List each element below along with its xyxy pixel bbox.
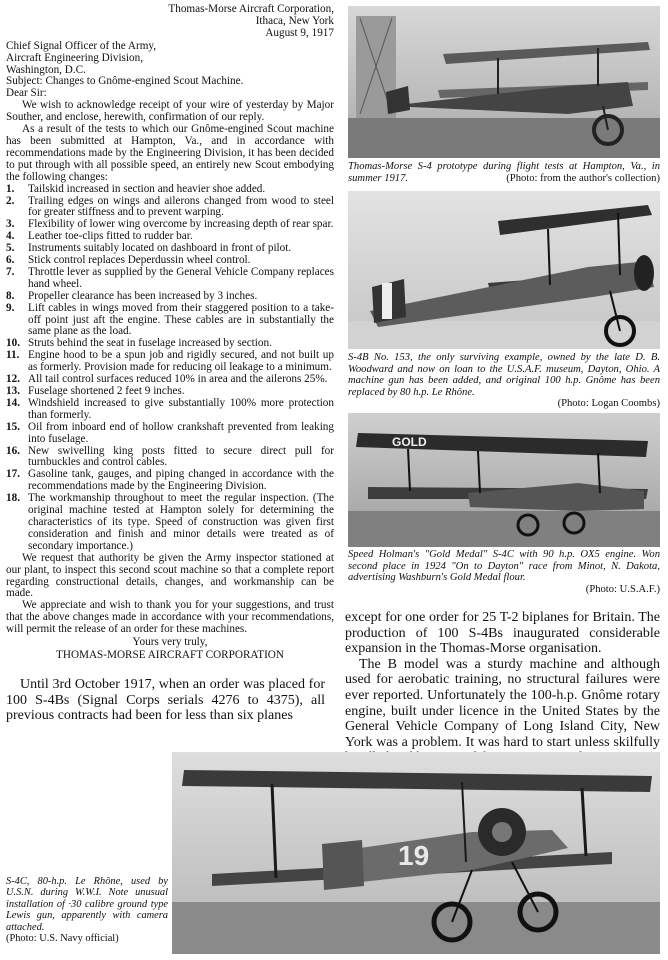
- photo-caption: [6, 876, 168, 944]
- caption-text: Speed Holman's "Gold Medal" S-4C with 90 h.p. OX5 engine. Won second place in 1924 "On to Dayton" race from Minot, N. Dakota, advertising Washburn's Gold Medal flour.: [348, 549, 660, 584]
- change-number: 17.: [6, 468, 20, 481]
- photo-credit: (Photo: Logan Coombs): [557, 398, 660, 410]
- letter-paragraph: As a result of the tests to which our Gnôme-engined Scout machine has been submitted at Hampton, Va., and in accordance with recommendations made by the Engineering Division, it has been decided to put through with all possible speed, an entirely new Scout embodying the following changes:: [6, 123, 334, 183]
- change-text: Gasoline tank, gauges, and piping changed in accordance with the recommendations made by the Engineering Division.: [28, 468, 334, 493]
- change-text: Leather toe-clips fitted to rudder bar.: [28, 230, 193, 243]
- change-number: 10.: [6, 337, 20, 350]
- address-line: Chief Signal Officer of the Army,: [6, 39, 157, 52]
- change-number: 1.: [6, 182, 15, 195]
- change-text: Oil from inboard end of hollow crankshaft prevented from leaking into fuselage.: [28, 420, 334, 445]
- photo-credit: (Photo: U.S. Navy official): [6, 933, 119, 945]
- change-text: Struts behind the seat in fuselage increased by section.: [28, 337, 272, 350]
- change-item: [6, 291, 334, 303]
- letter-address: [6, 41, 334, 101]
- letter-company: THOMAS-MORSE AIRCRAFT CORPORATION: [56, 648, 284, 661]
- change-item: [6, 196, 334, 220]
- wing-sign-text: GOLD: [392, 435, 427, 449]
- fuselage-number-text: 19: [398, 840, 430, 871]
- letter-signoff: Yours very truly,: [132, 636, 208, 649]
- change-number: 5.: [6, 242, 15, 255]
- caption-text: S-4C, 80-h.p. Le Rhône, used by U.S.N. during W.W.I. Note unusual installation of ·30 calibre ground type Lewis gun, apparently with camera attached.: [6, 876, 168, 933]
- change-text: Stick control replaces Deperdussin wheel control.: [28, 254, 251, 267]
- change-text: All tail control surfaces reduced 10% in area and the ailerons 25%.: [28, 373, 328, 386]
- change-number: 18.: [6, 492, 20, 505]
- biplane-prototype-photo: [348, 6, 660, 158]
- photo-credit: (Photo: from the author's collection): [506, 172, 660, 184]
- letter-paragraph: We wish to acknowledge receipt of your wire of yesterday by Major Souther, and enclose, herewith, confirmation of our reply.: [6, 99, 334, 124]
- change-text: Engine hood to be a spun job and rigidly secured, and not built up as formerly. Provision made for reducing oil leakage to a minimum.: [28, 349, 334, 374]
- letter-date: August 9, 1917: [265, 26, 334, 39]
- change-number: 3.: [6, 218, 15, 231]
- address-line: Washington, D.C.: [6, 63, 86, 76]
- body-right-column: [345, 610, 660, 766]
- change-item: [6, 398, 334, 422]
- change-text: Throttle lever as supplied by the General Vehicle Company replaces hand wheel.: [28, 265, 334, 290]
- caption-text: S-4B No. 153, the only surviving example, owned by the late D. B. Woodward and now on loan to the U.S.A.F. museum, Dayton, Ohio. A machine gun has been added, and original 100 h.p. Gnôme has been replaced by 80 h.p. Le Rhône.: [348, 352, 660, 398]
- change-text: Lift cables in wings moved from their staggered position to a take-off point just aft the engine. These cables are in substantially the same plane as the load.: [28, 301, 334, 338]
- change-number: 2.: [6, 194, 15, 207]
- museum-biplane-photo: [348, 191, 660, 349]
- body-left-column: [6, 677, 325, 724]
- letter-subject: Subject: Changes to Gnôme-engined Scout Machine.: [6, 75, 244, 88]
- change-number: 9.: [6, 301, 15, 314]
- letter-paragraph: We appreciate and wish to thank you for your suggestions, and trust that the above changes made in accordance with your recommendations, will permit the release of an order for these machines.: [6, 599, 334, 636]
- change-text: The workmanship throughout to meet the regular inspection. (The original machine tested at Hampton solely for determining the characteristics of its type. Speed of construction was given first consideration and finish and minor details were treated as of secondary importance.): [28, 492, 334, 552]
- gold-medal-biplane-photo: [348, 413, 660, 547]
- change-text: Instruments suitably located on dashboard in front of pilot.: [28, 242, 292, 255]
- body-paragraph: Until 3rd October 1917, when an order was placed for 100 S-4Bs (Signal Corps serials 4276 to 4375), all previous contracts had been for less than six planes: [6, 677, 325, 724]
- change-number: 14.: [6, 396, 20, 409]
- letter-header: [6, 4, 334, 40]
- photo-credit: (Photo: U.S.A.F.): [585, 583, 660, 595]
- photo-caption: [348, 352, 660, 410]
- navy-biplane-photo: [172, 752, 660, 954]
- caption-text: Thomas-Morse S-4 prototype during flight tests at Hampton, Va., in summer 1917.: [348, 161, 660, 184]
- letter-paragraph: We request that authority be given the Army inspector stationed at our plant, to inspect this second scout machine so that a complete report regarding constructional details, changes, and workmanship can be made.: [6, 551, 334, 600]
- change-number: 7.: [6, 265, 15, 278]
- change-text: Tailskid increased in section and heavier shoe added.: [28, 182, 266, 195]
- change-item: [6, 469, 334, 493]
- change-number: 6.: [6, 254, 15, 267]
- change-item: [6, 267, 334, 291]
- letter-header-line: Thomas-Morse Aircraft Corporation,: [168, 3, 334, 15]
- change-text: Propeller clearance has been increased by 3 inches.: [28, 289, 258, 302]
- change-number: 8.: [6, 289, 15, 302]
- change-item: [6, 446, 334, 470]
- change-text: Flexibility of lower wing overcome by increasing depth of rear spar.: [28, 218, 334, 231]
- letter: [6, 4, 334, 662]
- photo-caption: [348, 161, 660, 184]
- change-item: [6, 493, 334, 553]
- change-number: 16.: [6, 444, 20, 457]
- change-number: 11.: [6, 349, 20, 362]
- change-text: Windshield increased to give substantially 100% more protection than formerly.: [28, 396, 334, 421]
- change-number: 13.: [6, 385, 20, 397]
- change-number: 12.: [6, 373, 20, 386]
- photo-caption: [348, 549, 660, 595]
- body-paragraph: The B model was a sturdy machine and although used for aerobatic training, no structural failures were ever reported. Unfortunately the 100-h.p. Gnôme rotary engine, built under licence in the United States by the General Vehicle Company of Long Island City, New York was a problem. It was hard to start unless skilfully: [345, 656, 660, 750]
- change-text: New swivelling king posts fitted to secure direct pull for turnbuckles and control cables.: [28, 444, 334, 469]
- change-item: [6, 303, 334, 339]
- change-number: 4.: [6, 230, 15, 243]
- change-item: [6, 350, 334, 374]
- change-item: [6, 422, 334, 446]
- changes-list: [6, 184, 334, 553]
- change-text: Fuselage shortened 2 feet 9 inches.: [28, 385, 185, 397]
- address-line: Aircraft Engineering Division,: [6, 51, 144, 64]
- letter-header-line: Ithaca, New York: [255, 14, 334, 27]
- change-number: 15.: [6, 420, 20, 433]
- change-item: [6, 184, 334, 196]
- change-text: Trailing edges on wings and ailerons changed from wood to steel for greater stiffness and to prevent warping.: [28, 194, 334, 219]
- letter-salutation: Dear Sir:: [6, 87, 47, 100]
- body-paragraph: except for one order for 25 T-2 biplanes for Britain. The production of 100 S-4Bs inaugurated considerable expansion in the Thomas-Morse organisation.: [345, 610, 660, 657]
